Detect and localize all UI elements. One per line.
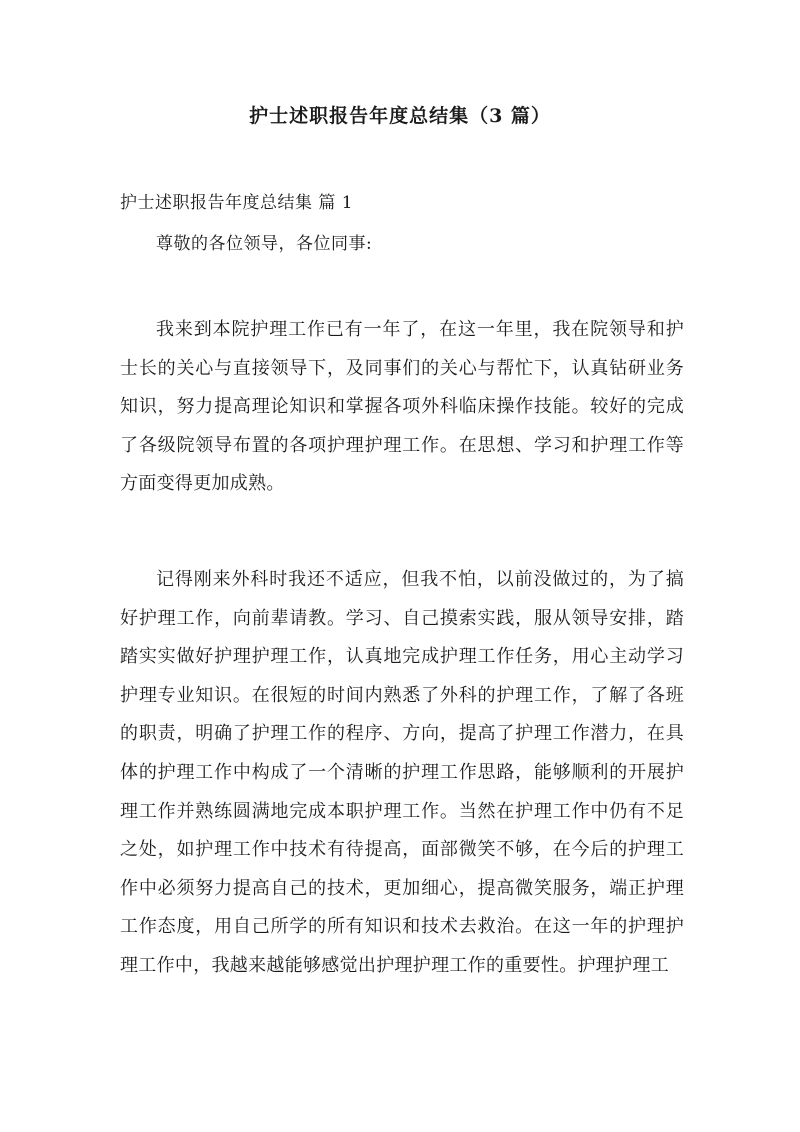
section-heading: 护士述职报告年度总结集 篇 1 <box>120 193 354 213</box>
document-title: 护士述职报告年度总结集（3 篇） <box>249 105 551 127</box>
body-paragraph: 我来到本院护理工作已有一年了，在这一年里，我在院领导和护士长的关心与直接领导下，及同事们的关心与帮忙下，认真钻研业务知识，努力提高理论知识和掌握各项外科临床操作技能。较好的完成了各级院领导布置的各项护理护理工作。在思想、学习和护理工作等方面变得更加成熟。 <box>120 319 684 495</box>
salutation: 尊敬的各位领导，各位同事: <box>156 234 373 254</box>
body-paragraph: 记得刚来外科时我还不适应，但我不怕，以前没做过的，为了搞好护理工作，向前辈请教。学习、自己摸索实践，服从领导安排，踏踏实实做好护理护理工作，认真地完成护理工作任务，用心主动学习护理专业知识。在很短的时间内熟悉了外科的护理工作，了解了各班的职责，明确了护理工作的程序、方向，提高了护理工作潜力，在具体的护理工作中构成了一个清晰的护理工作思路，能够顺利的开展护理工作并熟练圆满地完成本职护理工作。当然在护理工作中仍有不足之处，如护理工作中技术有待提高，面部微笑不够，在今后的护理工作中必须努力提高自己的技术，更加细心，提高微笑服务，端正护理工作态度，用自己所学的所有知识和技术去救治。在这一年的护理护理工作中，我越来越能够感觉出护理护理工作的重要性。护理护理工 <box>120 569 684 976</box>
